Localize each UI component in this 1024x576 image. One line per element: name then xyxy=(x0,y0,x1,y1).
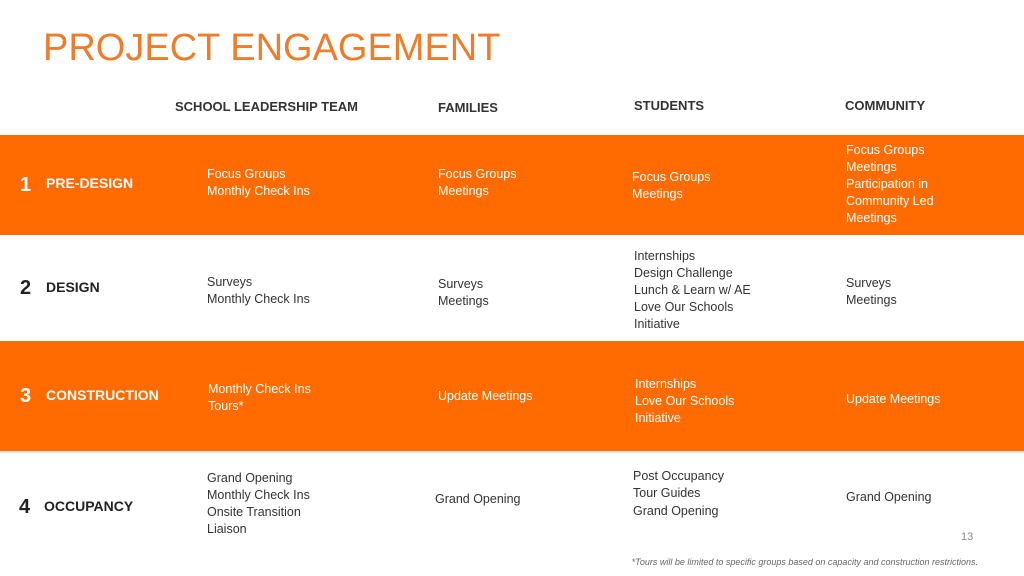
cell-line: Grand Opening xyxy=(207,471,293,485)
phase-label: PRE-DESIGN xyxy=(46,175,134,191)
cell-line: Meetings xyxy=(846,211,897,225)
cell-line: Surveys xyxy=(846,276,892,290)
cell-line: Monthly Check Ins xyxy=(207,292,310,306)
cell-line: Internships xyxy=(635,377,697,391)
column-header-community: COMMUNITY xyxy=(845,98,926,113)
cell-line: Monthly Check Ins xyxy=(207,488,310,502)
page-number: 13 xyxy=(961,531,974,543)
cell-line: Update Meetings xyxy=(438,389,533,403)
cell-line: Focus Groups xyxy=(207,167,286,181)
cell-school-leadership xyxy=(207,470,310,538)
table-row-construction xyxy=(0,341,1024,451)
cell-line: Initiative xyxy=(635,411,681,425)
cell-line: Focus Groups xyxy=(632,170,711,184)
cell-line: Design Challenge xyxy=(634,266,733,280)
cell-line: Focus Groups xyxy=(846,143,925,157)
cell-line: Liaison xyxy=(207,522,247,536)
cell-community xyxy=(846,142,934,227)
cell-families xyxy=(438,166,517,200)
cell-community xyxy=(846,391,941,408)
row-number: 2 xyxy=(20,277,32,299)
table-row-occupancy xyxy=(0,453,1024,543)
cell-students xyxy=(635,376,734,427)
cell-families xyxy=(435,491,520,508)
page-title: PROJECT ENGAGEMENT xyxy=(43,27,501,69)
phase-label: CONSTRUCTION xyxy=(46,387,159,403)
row-number: 1 xyxy=(20,174,32,196)
cell-line: Community Led xyxy=(846,194,934,208)
cell-line: Love Our Schools xyxy=(634,300,734,314)
column-header-school-leadership: SCHOOL LEADERSHIP TEAM xyxy=(175,99,358,114)
cell-line: Onsite Transition xyxy=(207,505,301,519)
cell-line: Participation in xyxy=(846,177,928,191)
footnote: *Tours will be limited to specific groups based on capacity and construction restrictions. xyxy=(631,557,978,567)
cell-school-leadership xyxy=(207,166,310,200)
phase-label: OCCUPANCY xyxy=(44,498,134,514)
column-header-students: STUDENTS xyxy=(634,98,705,113)
cell-line: Meetings xyxy=(632,187,683,201)
cell-line: Grand Opening xyxy=(435,492,521,506)
cell-students xyxy=(633,468,724,520)
cell-line: Post Occupancy xyxy=(633,469,725,483)
cell-line: Tours* xyxy=(208,399,244,413)
cell-line: Surveys xyxy=(438,277,484,291)
cell-line: Lunch & Learn w/ AE xyxy=(634,283,751,297)
cell-community xyxy=(846,489,931,506)
cell-line: Grand Opening xyxy=(846,490,932,504)
row-number: 4 xyxy=(19,496,31,518)
cell-line: Grand Opening xyxy=(633,504,719,518)
cell-line: Meetings xyxy=(846,160,897,174)
cell-line: Monthly Check Ins xyxy=(207,184,310,198)
cell-line: Monthly Check Ins xyxy=(208,382,311,396)
cell-line: Love Our Schools xyxy=(635,394,735,408)
cell-families xyxy=(438,388,533,405)
cell-community xyxy=(846,275,897,309)
cell-line: Tour Guides xyxy=(633,486,701,500)
cell-line: Meetings xyxy=(438,294,489,308)
column-header-families: FAMILIES xyxy=(438,100,498,115)
cell-families xyxy=(438,276,489,310)
cell-line: Surveys xyxy=(207,275,253,289)
cell-line: Meetings xyxy=(438,184,489,198)
cell-line: Focus Groups xyxy=(438,167,517,181)
cell-students xyxy=(632,169,711,203)
cell-line: Internships xyxy=(634,249,696,263)
table-row-design xyxy=(0,235,1024,341)
cell-school-leadership xyxy=(208,381,311,415)
row-number: 3 xyxy=(20,385,32,407)
cell-line: Initiative xyxy=(634,317,680,331)
cell-line: Meetings xyxy=(846,293,897,307)
phase-label: DESIGN xyxy=(46,279,100,295)
cell-students xyxy=(634,248,751,333)
cell-school-leadership xyxy=(207,274,310,308)
cell-line: Update Meetings xyxy=(846,392,941,406)
table-row-pre-design xyxy=(0,135,1024,235)
